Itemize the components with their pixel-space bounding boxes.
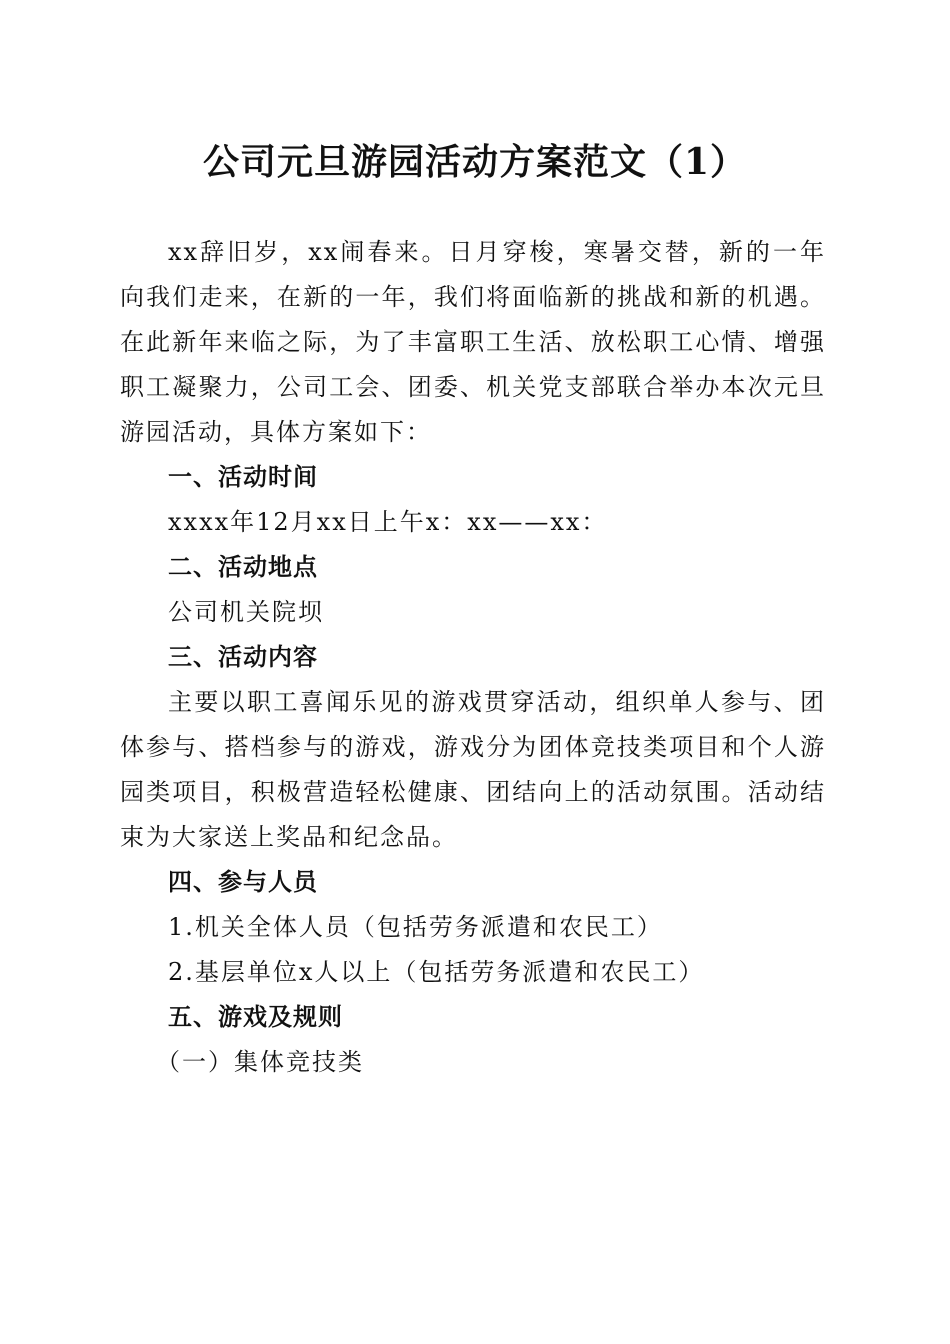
document-body	[120, 230, 826, 1085]
section-heading-participants: 四、参与人员	[168, 868, 318, 896]
section-location-text: 公司机关院坝	[168, 598, 324, 626]
section-heading-content: 三、活动内容	[168, 643, 318, 671]
participants-item-2: 2.基层单位x人以上（包括劳务派遣和农民工）	[168, 958, 705, 986]
document-title: 公司元旦游园活动方案范文（1）	[202, 141, 748, 183]
intro-paragraph: xx辞旧岁，xx闹春来。日月穿梭，寒暑交替，新的一年向我们走来，在新的一年，我们将面临新的挑战和新的机遇。在此新年来临之际，为了丰富职工生活、放松职工心情、增强职工凝聚力，公司工会、团委、机关党支部联合举办本次元旦游园活动，具体方案如下：	[120, 238, 826, 446]
section-heading-location: 二、活动地点	[168, 553, 318, 581]
section-heading-time: 一、活动时间	[168, 463, 318, 491]
section-time-text: xxxx年12月xx日上午x：xx——xx：	[168, 508, 608, 536]
section-heading-games: 五、游戏及规则	[168, 1003, 343, 1031]
subsection-heading: （一）集体竞技类	[156, 1048, 364, 1076]
participants-item-1: 1.机关全体人员（包括劳务派遣和农民工）	[168, 913, 663, 941]
section-content-text: 主要以职工喜闻乐见的游戏贯穿活动，组织单人参与、团体参与、搭档参与的游戏，游戏分为团体竞技类项目和个人游园类项目，积极营造轻松健康、团结向上的活动氛围。活动结束为大家送上奖品和纪念品。	[120, 688, 826, 851]
